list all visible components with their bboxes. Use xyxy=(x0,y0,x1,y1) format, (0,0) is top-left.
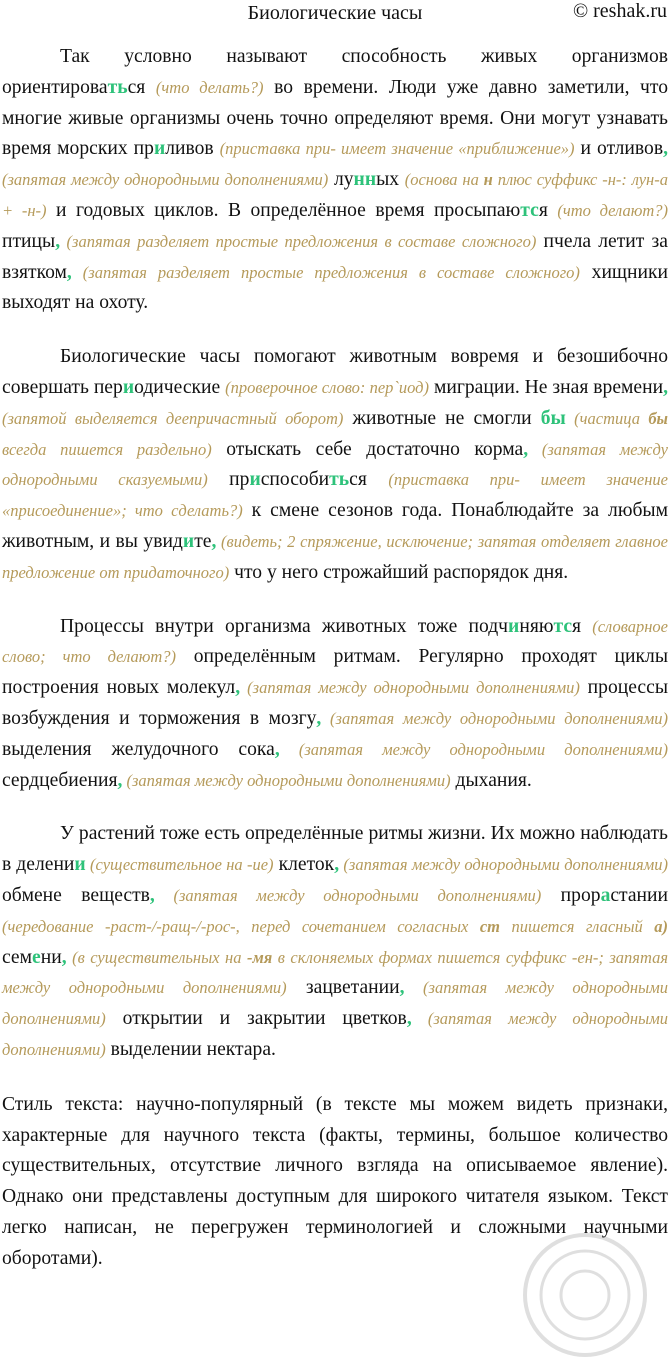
text-run: няю xyxy=(519,615,554,637)
highlight: нн xyxy=(353,169,377,191)
site-credit: © reshak.ru xyxy=(572,0,667,22)
paragraph-3 xyxy=(2,612,668,797)
highlight: , xyxy=(211,530,217,552)
highlight: и xyxy=(182,530,195,552)
text-run: ни xyxy=(40,946,62,968)
highlight: ть xyxy=(107,76,128,98)
text-run: ых xyxy=(376,169,405,191)
grammar-note: (запятая между однородными дополнениями) xyxy=(339,855,668,875)
highlight: , xyxy=(66,261,72,283)
note-bold: ст xyxy=(479,916,500,936)
text-run: к смене сезонов года. Понаблюдайте за любым животным, и вы увид xyxy=(2,500,668,552)
text-run: те xyxy=(194,530,212,552)
text-run: зацветании xyxy=(286,977,400,999)
highlight: , xyxy=(406,1008,412,1030)
note-bold: н xyxy=(483,170,493,190)
highlight: е xyxy=(32,946,41,968)
grammar-note: (существительное на -ие) xyxy=(85,855,274,875)
text-run: дыхания. xyxy=(450,769,532,791)
note-part: плюс суффикс -н-: лун-а + -н-) xyxy=(2,170,668,220)
highlight: , xyxy=(399,977,405,999)
text-run: выделении нектара. xyxy=(105,1038,276,1060)
grammar-note: (запятая между однородными дополнениями) xyxy=(154,885,542,905)
highlight: тс xyxy=(553,615,573,637)
text-run: Так условно называют способность живых организмов ориентирова xyxy=(2,46,668,98)
text-run: я xyxy=(538,199,558,221)
highlight: , xyxy=(117,769,123,791)
text-run: открытии и закрытии цветков xyxy=(105,1008,407,1030)
highlight: и xyxy=(508,615,520,637)
grammar-note: (запятая между однородными дополнениями) xyxy=(279,739,668,759)
note-part: пишется гласный xyxy=(500,916,655,936)
grammar-note: (видеть; 2 спряжение, исключение; запятая отделяет главное предложение от придаточного) xyxy=(2,531,668,582)
text-run: обмене веществ xyxy=(2,884,150,906)
grammar-note: (запятая между однородными дополнениями) xyxy=(2,978,668,1029)
highlight: , xyxy=(663,138,668,160)
highlight: бы xyxy=(540,407,566,429)
note-part: (в существительных на xyxy=(66,947,247,967)
text-run: во времени. Люди уже давно заметили, что многие живые организмы очень точно определяют время. Они могут узнавать время морских пр xyxy=(2,76,669,160)
grammar-note: (проверочное слово: пер`иод) xyxy=(225,377,430,397)
highlight: , xyxy=(663,376,668,398)
highlight: , xyxy=(334,854,340,876)
grammar-note: (что делать?) xyxy=(155,77,264,97)
text-run: пр xyxy=(207,469,250,491)
text-run: и годовых циклов. В определённое время просыпаю xyxy=(46,199,521,221)
text-run: миграции. Не зная времени xyxy=(429,376,664,398)
note-part: (чередование -раст-/-ращ-/-рос-, перед сочетанием согласных xyxy=(2,916,480,936)
text-run: животные не смогли xyxy=(343,407,541,429)
note-part: (основа на xyxy=(404,170,484,190)
highlight: , xyxy=(61,946,67,968)
text-run: прор xyxy=(541,884,601,906)
paragraph-2 xyxy=(2,342,668,588)
grammar-note: (приставка при- имеет значение «приближение») xyxy=(219,139,575,159)
highlight: и xyxy=(153,138,166,160)
highlight: и xyxy=(74,854,86,876)
highlight: , xyxy=(316,707,322,729)
style-conclusion: Стиль текста: научно-популярный (в тексте мы можем видеть признаки, характерные для научного текста (факты, термины, большое количество существительных, отсутствие личного взгляда на описываемое явление). Однако они представлены доступным для широкого читателя языком. Текст легко написан, не перегружен терминологией и сложными научными оборотами). xyxy=(2,1093,668,1269)
text-run: пчела летит за взятком xyxy=(2,230,668,283)
highlight: , xyxy=(523,438,529,460)
grammar-note: (запятой выделяется деепричастный оборот) xyxy=(2,408,344,428)
grammar-note: (запятая разделяет простые предложения в составе сложного) xyxy=(71,262,580,282)
text-run: ся xyxy=(349,469,389,491)
grammar-note: (запятая между однородными дополнениями) xyxy=(122,770,451,790)
text-run: способи xyxy=(260,469,330,491)
text-run: процессы возбуждения и торможения в мозгу xyxy=(2,677,668,729)
grammar-note: (запятая между однородными дополнениями) xyxy=(240,678,580,698)
grammar-note: (приставка при- имеет значение «присоединение»; что сделать?) xyxy=(2,470,669,521)
text-run: ливов xyxy=(165,138,220,160)
highlight: а xyxy=(600,884,611,906)
text-run: что у него строжайший распорядок дня. xyxy=(229,561,569,583)
text-run: У растений тоже есть определённые ритмы жизни. Их можно наблюдать в делени xyxy=(2,823,668,876)
note-bold: а) xyxy=(654,916,668,936)
watermark-logo xyxy=(520,1230,650,1360)
highlight: , xyxy=(235,677,241,699)
text-run: сердцебиения xyxy=(2,769,118,791)
text-run: птицы xyxy=(2,230,56,252)
highlight: , xyxy=(274,738,280,760)
grammar-note: (запятая между однородными дополнениями) xyxy=(2,170,329,190)
highlight: и xyxy=(249,469,261,491)
highlight: ть xyxy=(329,469,350,491)
note-bold: -мя xyxy=(246,947,273,967)
text-run: и отливов xyxy=(574,138,664,160)
text-run: ся xyxy=(127,76,156,98)
text-run: хищники выходят на охоту. xyxy=(2,261,668,314)
text-run: стании xyxy=(610,884,669,906)
text-run: я xyxy=(572,615,593,637)
text-run: определённым ритмам. Регулярно проходят циклы построения новых молекул xyxy=(2,646,668,699)
text-run: лу xyxy=(328,169,354,191)
text-run: сем xyxy=(2,946,33,968)
paragraph-1 xyxy=(2,42,668,319)
text-run: одические xyxy=(134,376,226,398)
grammar-note: (запятая между однородными дополнениями) xyxy=(2,1009,668,1059)
text-run: клеток xyxy=(273,854,335,876)
grammar-note: (словарное слово; что делают?) xyxy=(2,616,669,667)
note-part: в склоняемых формах пишется суффикс -ен-; запятая между однородными дополнениями) xyxy=(2,947,669,998)
grammar-note: (запятая между однородными дополнениями) xyxy=(321,708,668,728)
page-title: Биологические часы xyxy=(247,2,423,24)
grammar-note: (запятая разделяет простые предложения в составе сложного) xyxy=(60,231,537,251)
text-run: Биологические часы помогают животным вовремя и безошибочно совершать пер xyxy=(2,346,668,398)
note-bold: бы xyxy=(648,408,669,428)
text-run: выделения желудочного сока xyxy=(2,738,275,760)
highlight: , xyxy=(149,884,155,906)
note-part: всегда пишется раздельно) xyxy=(2,439,212,459)
highlight: , xyxy=(55,230,61,252)
document-body xyxy=(2,42,668,1274)
grammar-note: (что делают?) xyxy=(557,200,668,220)
paragraph-4 xyxy=(2,819,668,1065)
text-run: Процессы внутри организма животных тоже подч xyxy=(60,615,509,637)
grammar-note xyxy=(2,917,668,936)
note-part: (частица xyxy=(565,408,649,428)
text-run: отыскать себе достаточно корма xyxy=(211,438,524,460)
highlight: и xyxy=(122,376,135,398)
highlight: тс xyxy=(520,199,539,221)
grammar-note: (запятая между однородными сказуемыми) xyxy=(2,439,668,490)
